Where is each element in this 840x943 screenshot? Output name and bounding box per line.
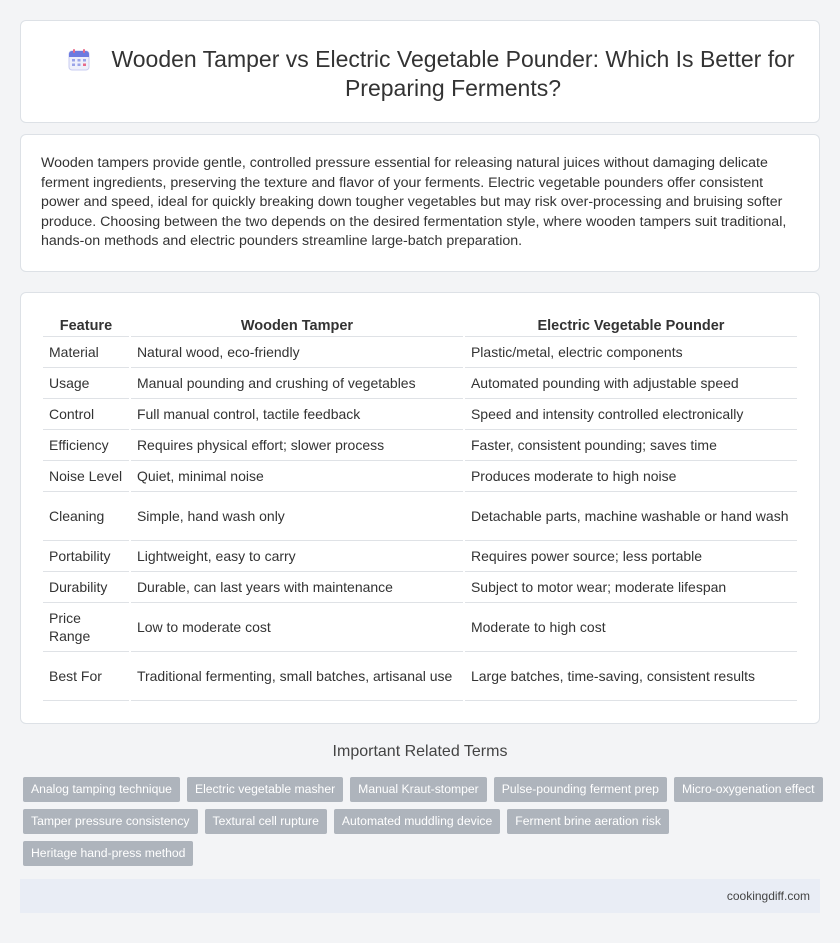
term-tag[interactable]: Manual Kraut-stomper <box>350 777 487 802</box>
wooden-cell: Quiet, minimal noise <box>131 461 463 492</box>
table-row <box>43 399 797 430</box>
electric-cell: Requires power source; less portable <box>465 541 797 572</box>
table-row <box>43 461 797 492</box>
electric-cell: Faster, consistent pounding; saves time <box>465 430 797 461</box>
wooden-cell: Requires physical effort; slower process <box>131 430 463 461</box>
page-title: Wooden Tamper vs Electric Vegetable Pounder: Which Is Better for Preparing Ferments? <box>111 46 795 101</box>
electric-cell: Automated pounding with adjustable speed <box>465 368 797 399</box>
electric-cell: Subject to motor wear; moderate lifespan <box>465 572 797 603</box>
electric-cell: Large batches, time-saving, consistent results <box>465 652 797 701</box>
table-row <box>43 541 797 572</box>
wooden-cell: Lightweight, easy to carry <box>131 541 463 572</box>
feature-cell: Efficiency <box>43 430 129 461</box>
table-row <box>43 368 797 399</box>
feature-cell: Cleaning <box>43 492 129 541</box>
term-tag[interactable]: Tamper pressure consistency <box>23 809 198 834</box>
electric-cell: Moderate to high cost <box>465 603 797 652</box>
wooden-cell: Durable, can last years with maintenance <box>131 572 463 603</box>
table-header-row <box>43 313 797 337</box>
footer-bar <box>20 879 820 913</box>
comparison-card <box>20 292 820 724</box>
term-tag[interactable]: Automated muddling device <box>334 809 500 834</box>
wooden-cell: Manual pounding and crushing of vegetables <box>131 368 463 399</box>
term-tag[interactable]: Ferment brine aeration risk <box>507 809 669 834</box>
related-terms-list <box>23 777 823 866</box>
title-card <box>20 20 820 123</box>
term-tag[interactable]: Analog tamping technique <box>23 777 180 802</box>
wooden-cell: Natural wood, eco-friendly <box>131 337 463 368</box>
feature-cell: Material <box>43 337 129 368</box>
electric-cell: Speed and intensity controlled electronically <box>465 399 797 430</box>
term-tag[interactable]: Heritage hand-press method <box>23 841 193 866</box>
wooden-cell: Simple, hand wash only <box>131 492 463 541</box>
table-row <box>43 430 797 461</box>
feature-cell: Control <box>43 399 129 430</box>
wooden-cell: Full manual control, tactile feedback <box>131 399 463 430</box>
table-row <box>43 603 797 652</box>
feature-cell: Noise Level <box>43 461 129 492</box>
electric-cell: Produces moderate to high noise <box>465 461 797 492</box>
footer-site-link[interactable]: cookingdiff.com <box>726 889 810 903</box>
feature-cell: Usage <box>43 368 129 399</box>
feature-cell: Price Range <box>43 603 129 652</box>
related-terms-heading: Important Related Terms <box>332 743 508 760</box>
feature-cell: Best For <box>43 652 129 701</box>
intro-card <box>20 134 820 272</box>
feature-cell: Portability <box>43 541 129 572</box>
table-row <box>43 492 797 541</box>
header-wooden-tamper: Wooden Tamper <box>131 313 463 337</box>
term-tag[interactable]: Electric vegetable masher <box>187 777 343 802</box>
feature-cell: Durability <box>43 572 129 603</box>
header-electric-pounder: Electric Vegetable Pounder <box>465 313 797 337</box>
table-row <box>43 572 797 603</box>
table-row <box>43 337 797 368</box>
comparison-table <box>41 313 799 701</box>
electric-cell: Plastic/metal, electric components <box>465 337 797 368</box>
wooden-cell: Traditional fermenting, small batches, artisanal use <box>131 652 463 701</box>
table-row <box>43 652 797 701</box>
term-tag[interactable]: Textural cell rupture <box>205 809 327 834</box>
electric-cell: Detachable parts, machine washable or hand wash <box>465 492 797 541</box>
term-tag[interactable]: Micro-oxygenation effect <box>674 777 823 802</box>
term-tag[interactable]: Pulse-pounding ferment prep <box>494 777 667 802</box>
intro-paragraph: Wooden tampers provide gentle, controlled pressure essential for releasing natural juices without damaging delicate ferment ingredients, preserving the texture and flavor of your ferments. Electric vegetable pounders offer consistent power and speed, ideal for quickly breaking down tougher vegetables but may risk over-processing and bruising softer produce. Choosing between the two depends on the desired fermentation style, where wooden tampers suit traditional, hands-on methods and electric pounders streamline large-batch preparation. <box>41 155 787 249</box>
header-feature: Feature <box>43 313 129 337</box>
wooden-cell: Low to moderate cost <box>131 603 463 652</box>
